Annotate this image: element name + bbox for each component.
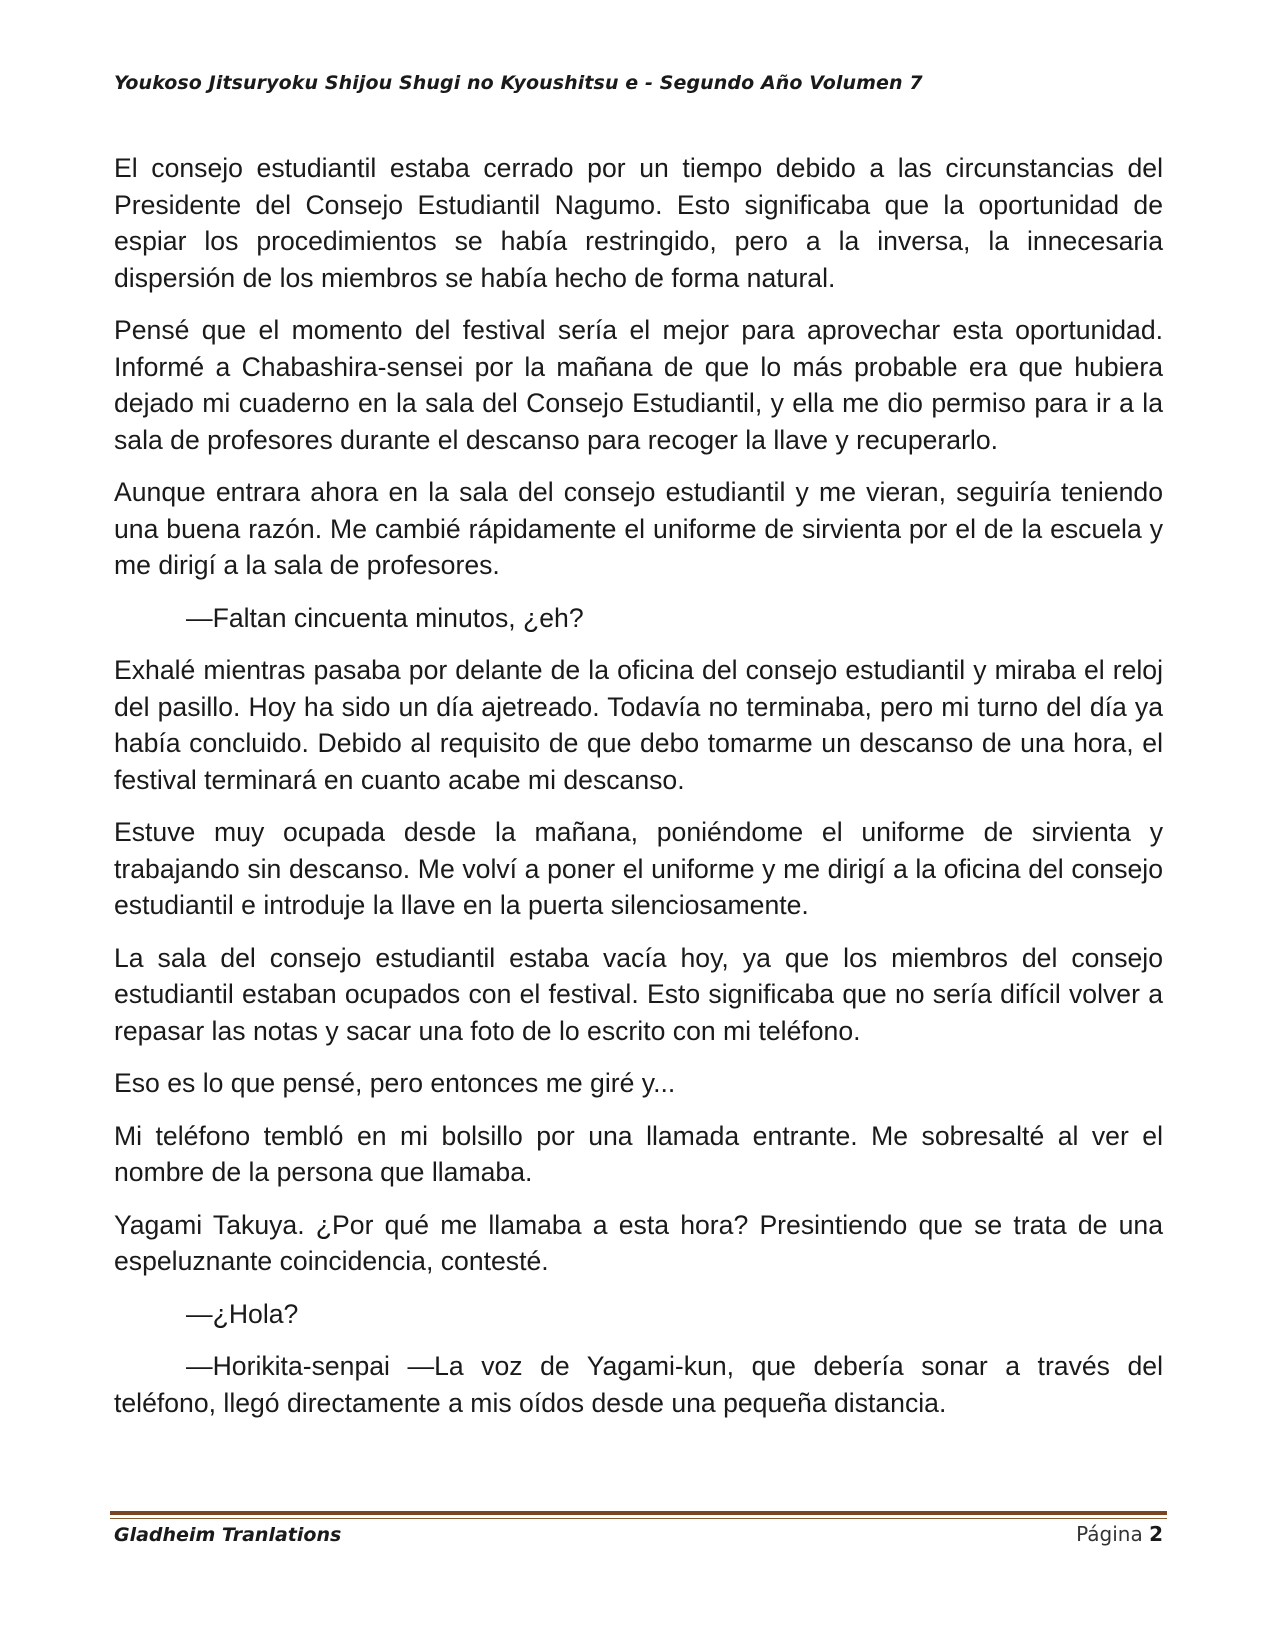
dialogue-line: —Horikita-senpai —La voz de Yagami-kun, que debería sonar a través del teléfono, llegó directamente a mis oídos desde una pequeña distancia.: [114, 1351, 1163, 1418]
paragraph: Estuve muy ocupada desde la mañana, poniéndome el uniforme de sirvienta y trabajando sin descanso. Me volví a poner el uniforme y me dirigí a la oficina del consejo estudiantil e introduje la llave en la puerta silenciosamente.: [114, 817, 1163, 920]
paragraph: El consejo estudiantil estaba cerrado por un tiempo debido a las circunstancias del Presidente del Consejo Estudiantil Nagumo. Esto significaba que la oportunidad de espiar los procedimientos se había restringido, pero a la inversa, la innecesaria dispersión de los miembros se había hecho de forma natural.: [114, 153, 1163, 293]
footer-rule-thin: [110, 1518, 1167, 1519]
dialogue-line: —Faltan cincuenta minutos, ¿eh?: [186, 602, 584, 633]
running-header: Youkoso Jitsuryoku Shijou Shugi no Kyoushitsu e - Segundo Año Volumen 7: [114, 72, 923, 94]
paragraph: La sala del consejo estudiantil estaba vacía hoy, ya que los miembros del consejo estudiantil estaban ocupados con el festival. Esto significaba que no sería difícil volver a repasar las notas y sacar una foto de lo escrito con mi teléfono.: [114, 942, 1163, 1046]
paragraph: Yagami Takuya. ¿Por qué me llamaba a esta hora? Presintiendo que se trata de una espeluznante coincidencia, contesté.: [114, 1209, 1163, 1276]
dialogue-line: —¿Hola?: [186, 1298, 299, 1329]
page-body: [114, 150, 1163, 1437]
footer-rule: [110, 1511, 1167, 1515]
page-label: Página: [1076, 1522, 1143, 1546]
paragraph: Eso es lo que pensé, pero entonces me giré y...: [114, 1068, 676, 1098]
paragraph: Aunque entrara ahora en la sala del consejo estudiantil y me vieran, seguiría teniendo una buena razón. Me cambié rápidamente el uniforme de sirvienta por el de la escuela y me dirigí a la sala de profesores.: [114, 477, 1163, 580]
paragraph: Exhalé mientras pasaba por delante de la oficina del consejo estudiantil y miraba el reloj del pasillo. Hoy ha sido un día ajetreado. Todavía no terminaba, pero mi turno del día ya había concluido. Debido al requisito de que debo tomarme un descanso de una hora, el festival terminará en cuanto acabe mi descanso.: [114, 655, 1163, 795]
footer-credit: Gladheim Tranlations: [114, 1524, 342, 1546]
paragraph: Mi teléfono tembló en mi bolsillo por una llamada entrante. Me sobresalté al ver el nombre de la persona que llamaba.: [114, 1120, 1163, 1187]
page-number-block: [1076, 1522, 1163, 1546]
paragraph: Pensé que el momento del festival sería el mejor para aprovechar esta oportunidad. Informé a Chabashira-sensei por la mañana de que lo más probable era que hubiera dejado mi cuaderno en la sala del Consejo Estudiantil, y ella me dio permiso para ir a la sala de profesores durante el descanso para recoger la llave y recuperarlo.: [114, 315, 1163, 455]
page-number: 2: [1149, 1522, 1163, 1546]
